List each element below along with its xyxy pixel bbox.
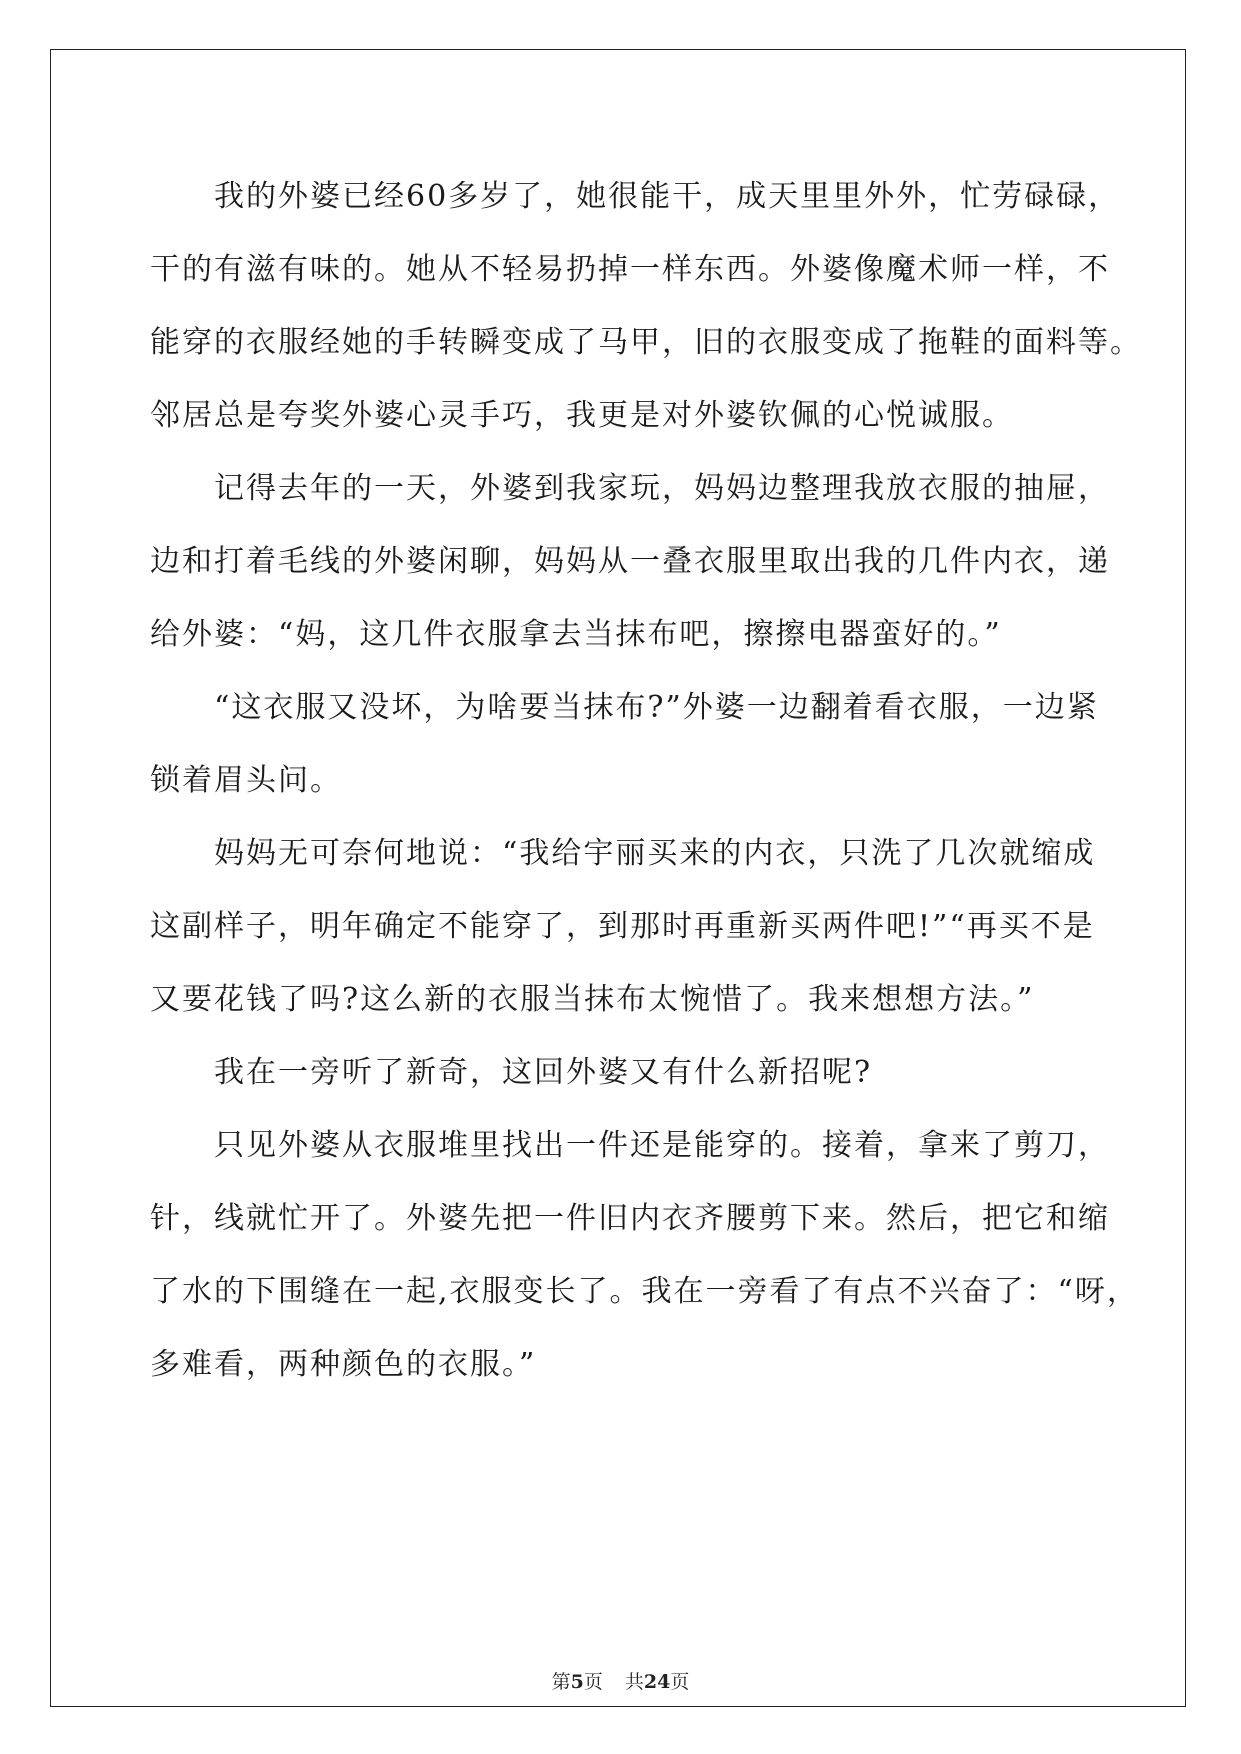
text-line: 这副样子，明年确定不能穿了，到那时再重新买两件吧!”“再买不是 [150,909,1095,944]
total-pages: 24 [643,1671,671,1693]
text-line: 又要花钱了吗?这么新的衣服当抹布太惋惜了。我来想想方法。” [150,982,1035,1017]
text-line: 只见外婆从衣服堆里找出一件还是能穿的。接着，拿来了剪刀， [214,1128,1110,1163]
text-line: 了水的下围缝在一起,衣服变长了。我在一旁看了有点不兴奋了：“呀， [150,1274,1139,1309]
text-line: 记得去年的一天，外婆到我家玩，妈妈边整理我放衣服的抽屉， [214,471,1110,506]
text-line: 妈妈无可奈何地说：“我给宇丽买来的内衣，只洗了几次就缩成 [214,836,1096,871]
page-number: 5 [570,1671,584,1693]
text-line: 邻居总是夸奖外婆心灵手巧，我更是对外婆钦佩的心悦诚服。 [150,398,1014,433]
total-prefix: 共 [624,1671,644,1693]
document-body [150,160,1142,1401]
total-suffix: 页 [670,1671,690,1693]
text-line: 边和打着毛线的外婆闲聊，妈妈从一叠衣服里取出我的几件内衣，递 [150,544,1110,579]
page-prefix: 第 [551,1671,571,1693]
page-footer [0,1667,1241,1694]
text-line: 多难看，两种颜色的衣服。” [150,1347,537,1382]
text-line: 我的外婆已经60多岁了，她很能干，成天里里外外，忙劳碌碌， [214,179,1121,214]
text-line: 能穿的衣服经她的手转瞬变成了马甲，旧的衣服变成了拖鞋的面料等。 [150,325,1142,360]
text-line: 针，线就忙开了。外婆先把一件旧内衣齐腰剪下来。然后，把它和缩 [150,1201,1110,1236]
text-line: 给外婆：“妈，这几件衣服拿去当抹布吧，擦擦电器蛮好的。” [150,617,1002,652]
text-line: 我在一旁听了新奇，这回外婆又有什么新招呢? [214,1055,873,1090]
text-line: 锁着眉头问。 [150,763,342,798]
text-line: 干的有滋有味的。她从不轻易扔掉一样东西。外婆像魔术师一样，不 [150,252,1110,287]
page-suffix: 页 [583,1671,603,1693]
text-line: “这衣服又没坏，为啥要当抹布?”外婆一边翻着看衣服，一边紧 [214,690,1099,725]
